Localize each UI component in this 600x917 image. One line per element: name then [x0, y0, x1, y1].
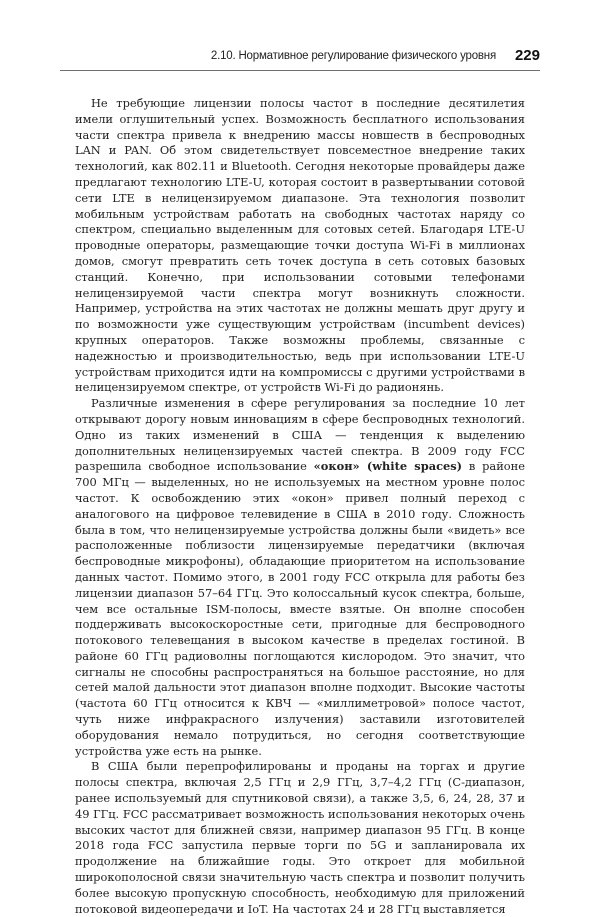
bold-term: «окон» (white spaces) [313, 459, 463, 474]
section-title: 2.10. Нормативное регулирование физического уровня [210, 50, 496, 62]
paragraph [75, 396, 525, 759]
paragraph-text: Не требующие лицензии полосы частот в последние десятилетия имели оглушительный успех. Возможность бесплатного использования части спектра привела к внедрению массы новшеств в беспроводных LAN и PAN. Об этом свидетельствует повсеместное внедрение таких технологий, как 802.11 и Bluetooth. Сегодня некоторые провайдеры даже предлагают технологию LTE-U, которая состоит в развертывании сотовой сети LTE в нелицензируемом диапазоне. Эта технология позволит мобильным устройствам работать на свободных частотах наряду со спектром, специально выделенным для сотовых сетей. Благодаря LTE-U проводные операторы, размещающие точки доступа Wi-Fi в миллионах домов, смогут превратить сеть точек доступа в сеть сотовых базовых станций. Конечно, при использовании сотовыми телефонами нелицензируемой части спектра могут возникнуть сложности. Например, устройства на этих частотах не должны мешать друг другу и по возможности уже существующим устройствам (incumbent devices) крупных операторов. Также возможны проблемы, связанные с надежностью и производительностью, ведь при использовании LTE-U устройствам приходится идти на компромиссы с другими устройствами в нелицензируемом спектре, от устройств Wi-Fi до радионянь. [75, 96, 525, 395]
paragraph-text: Различные изменения в сфере регулирования за последние 10 лет открывают дорогу новым инновациям в сфере беспроводных технологий. Одно из таких изменений в США — тенденция к выделению дополнительных нелицензируемых частей спектра. В 2009 году FCC разрешила свободное использование [75, 396, 525, 474]
page-number: 229 [514, 47, 540, 64]
paragraph-text: В США были перепрофилированы и проданы на торгах и другие полосы спектра, включая 2,5 ГГц и 2,9 ГГц, 3,7–4,2 ГГц (C-диапазон, ранее используемый для спутниковой связи), а также 3,5, 6, 24, 28, 37 и 49 ГГц. FCC рассматривает возможность использования некоторых очень высоких частот для ближней связи, например диапазон 95 ГГц. В конце 2018 года FCC запустила первые торги по 5G и запланировала их продолжение на ближайшие годы. Это откроет для мобильной широкополосной связи значительную часть спектра и позволит получить более высокую пропускную способность, необходимую для приложений потоковой видеопередачи и IoT. На частотах 24 и 28 ГГц выставляется [75, 759, 525, 916]
running-header [60, 46, 540, 71]
paragraph [75, 759, 525, 917]
body-text [75, 96, 525, 917]
paragraph-text: в районе 700 МГц — выделенных, но не используемых на местном уровне полос частот. К освобождению этих «окон» привел полный переход с аналогового на цифровое телевидение в США в 2010 году. Сложность была в том, что нелицензируемые устройства должны были «видеть» все расположенные поблизости лицензируемые передатчики (включая беспроводные микрофоны), обладающие приоритетом на использование данных частот. Помимо этого, в 2001 году FCC открыла для работы без лицензии диапазон 57–64 ГГц. Это колоссальный кусок спектра, больше, чем все остальные ISM-полосы, вместе взятые. Он вполне способен поддерживать высокоскоростные сети, пригодные для беспроводного потокового телевещания в высоком качестве в пределах гостиной. В районе 60 ГГц радиоволны поглощаются кислородом. Это значит, что сигналы не способны распространяться на большое расстояние, но для сетей малой дальности этот диапазон вполне подходит. Высокие частоты (частота 60 ГГц относится к КВЧ — «миллиметровой» полосе частот, чуть ниже инфракрасного излучения) заставили изготовителей оборудования немало потрудиться, но сегодня соответствующие устройства уже есть на рынке. [75, 459, 525, 758]
paragraph [75, 96, 525, 396]
